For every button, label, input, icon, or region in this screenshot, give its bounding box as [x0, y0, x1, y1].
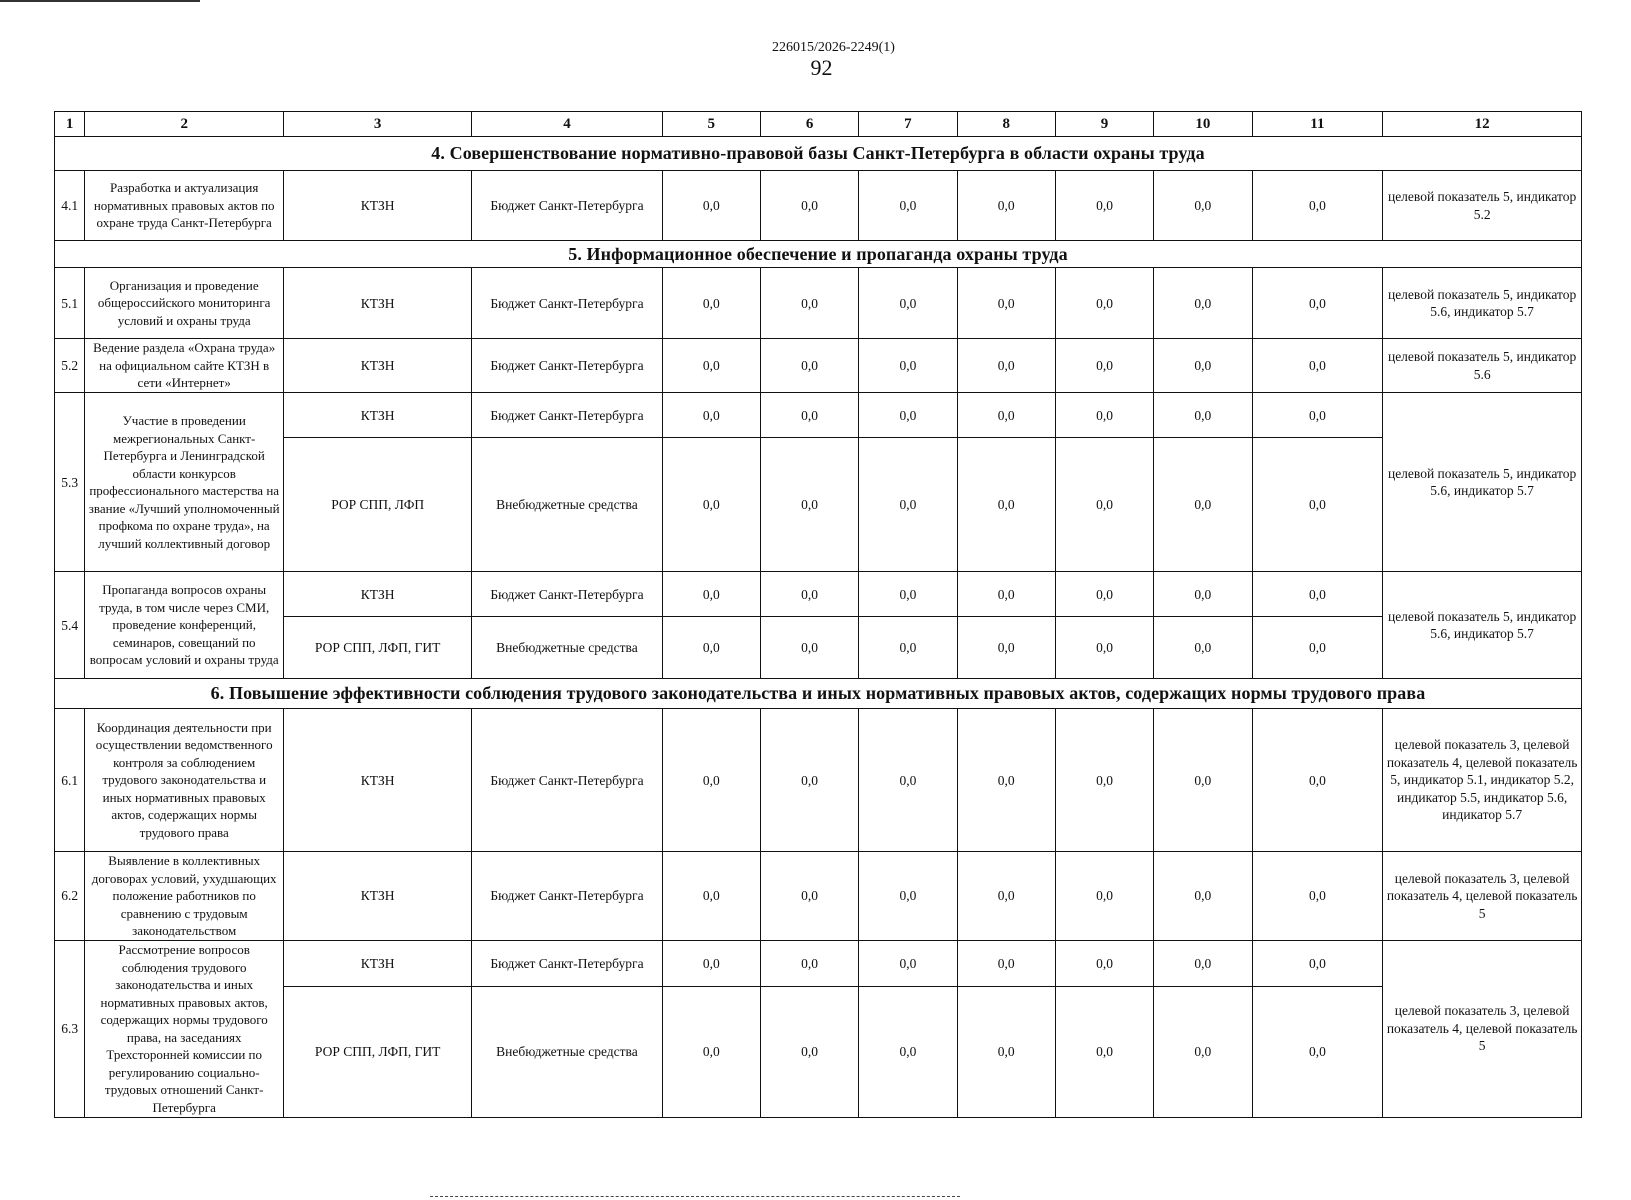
activity-name: Разработка и актуализация нормативных правовых актов по охране труда Санкт-Петербурга	[85, 171, 284, 241]
value-cell: 0,0	[760, 438, 858, 572]
funding-source: Внебюджетные средства	[472, 986, 662, 1117]
value-cell: 0,0	[957, 852, 1055, 941]
value-cell: 0,0	[859, 572, 957, 617]
column-header: 9	[1055, 112, 1153, 137]
activity-name: Рассмотрение вопросов соблюдения трудового законодательства и иных нормативных правовых актов, содержащих нормы трудового права, на заседаниях Трехсторонней комиссии по регулированию социально-трудовых отношений Санкт-Петербурга	[85, 940, 284, 1117]
value-cell: 0,0	[957, 617, 1055, 679]
indicators: целевой показатель 3, целевой показатель 4, целевой показатель 5	[1383, 940, 1582, 1117]
executor: КТЗН	[284, 339, 472, 393]
value-cell: 0,0	[662, 171, 760, 241]
activity-name: Ведение раздела «Охрана труда» на официальном сайте КТЗН в сети «Интернет»	[85, 339, 284, 393]
value-cell: 0,0	[957, 438, 1055, 572]
funding-source: Бюджет Санкт-Петербурга	[472, 339, 662, 393]
executor: КТЗН	[284, 940, 472, 986]
funding-source: Бюджет Санкт-Петербурга	[472, 572, 662, 617]
value-cell: 0,0	[662, 438, 760, 572]
table-row	[55, 171, 1582, 241]
value-cell: 0,0	[1252, 438, 1383, 572]
section-title: 4. Совершенствование нормативно-правовой базы Санкт-Петербурга в области охраны труда	[55, 137, 1582, 171]
funding-source: Бюджет Санкт-Петербурга	[472, 268, 662, 339]
table-row	[55, 393, 1582, 438]
value-cell: 0,0	[1055, 986, 1153, 1117]
value-cell: 0,0	[859, 940, 957, 986]
value-cell: 0,0	[760, 986, 858, 1117]
row-number: 4.1	[55, 171, 85, 241]
value-cell: 0,0	[1154, 438, 1252, 572]
column-header: 2	[85, 112, 284, 137]
value-cell: 0,0	[1252, 268, 1383, 339]
column-header: 10	[1154, 112, 1252, 137]
funding-source: Внебюджетные средства	[472, 438, 662, 572]
value-cell: 0,0	[1252, 393, 1383, 438]
table-row	[55, 268, 1582, 339]
value-cell: 0,0	[859, 709, 957, 852]
value-cell: 0,0	[662, 393, 760, 438]
executor: КТЗН	[284, 268, 472, 339]
row-number: 5.4	[55, 572, 85, 679]
executor: РОР СПП, ЛФП	[284, 438, 472, 572]
table-row	[55, 986, 1582, 1117]
row-number: 6.1	[55, 709, 85, 852]
value-cell: 0,0	[1154, 268, 1252, 339]
row-number: 5.3	[55, 393, 85, 572]
indicators: целевой показатель 3, целевой показатель 4, целевой показатель 5, индикатор 5.1, индикатор 5.2, индикатор 5.5, индикатор 5.6, индикатор 5.7	[1383, 709, 1582, 852]
value-cell: 0,0	[1055, 268, 1153, 339]
funding-source: Бюджет Санкт-Петербурга	[472, 852, 662, 941]
activity-name: Участие в проведении межрегиональных Санкт-Петербурга и Ленинградской области конкурсов профессионального мастерства на звание «Лучший уполномоченный профкома по охране труда», на лучший коллективный договор	[85, 393, 284, 572]
value-cell: 0,0	[1154, 617, 1252, 679]
value-cell: 0,0	[760, 339, 858, 393]
section-title: 6. Повышение эффективности соблюдения трудового законодательства и иных нормативных правовых актов, содержащих нормы трудового права	[55, 679, 1582, 709]
value-cell: 0,0	[760, 171, 858, 241]
value-cell: 0,0	[1055, 617, 1153, 679]
indicators: целевой показатель 5, индикатор 5.6, индикатор 5.7	[1383, 572, 1582, 679]
value-cell: 0,0	[662, 940, 760, 986]
value-cell: 0,0	[1154, 572, 1252, 617]
section-row	[55, 241, 1582, 268]
value-cell: 0,0	[1252, 709, 1383, 852]
executor: КТЗН	[284, 852, 472, 941]
value-cell: 0,0	[1154, 709, 1252, 852]
value-cell: 0,0	[957, 986, 1055, 1117]
value-cell: 0,0	[957, 339, 1055, 393]
indicators: целевой показатель 5, индикатор 5.2	[1383, 171, 1582, 241]
value-cell: 0,0	[1154, 986, 1252, 1117]
value-cell: 0,0	[1252, 572, 1383, 617]
value-cell: 0,0	[957, 940, 1055, 986]
section-row	[55, 679, 1582, 709]
column-header: 8	[957, 112, 1055, 137]
value-cell: 0,0	[1154, 393, 1252, 438]
column-header: 6	[760, 112, 858, 137]
column-header: 12	[1383, 112, 1582, 137]
table-row	[55, 852, 1582, 941]
funding-source: Бюджет Санкт-Петербурга	[472, 940, 662, 986]
value-cell: 0,0	[957, 268, 1055, 339]
value-cell: 0,0	[662, 268, 760, 339]
value-cell: 0,0	[1055, 438, 1153, 572]
value-cell: 0,0	[1055, 393, 1153, 438]
value-cell: 0,0	[859, 617, 957, 679]
value-cell: 0,0	[1055, 940, 1153, 986]
row-number: 6.2	[55, 852, 85, 941]
executor: КТЗН	[284, 709, 472, 852]
value-cell: 0,0	[760, 709, 858, 852]
value-cell: 0,0	[1154, 171, 1252, 241]
value-cell: 0,0	[1252, 339, 1383, 393]
value-cell: 0,0	[1154, 852, 1252, 941]
indicators: целевой показатель 3, целевой показатель 4, целевой показатель 5	[1383, 852, 1582, 941]
value-cell: 0,0	[859, 171, 957, 241]
row-number: 5.2	[55, 339, 85, 393]
indicators: целевой показатель 5, индикатор 5.6, индикатор 5.7	[1383, 393, 1582, 572]
indicators: целевой показатель 5, индикатор 5.6	[1383, 339, 1582, 393]
executor: РОР СПП, ЛФП, ГИТ	[284, 986, 472, 1117]
table-row	[55, 617, 1582, 679]
funding-source: Бюджет Санкт-Петербурга	[472, 171, 662, 241]
value-cell: 0,0	[957, 393, 1055, 438]
activity-name: Координация деятельности при осуществлении ведомственного контроля за соблюдением трудового законодательства и иных нормативных правовых актов, содержащих нормы трудового права	[85, 709, 284, 852]
column-header: 5	[662, 112, 760, 137]
column-header: 7	[859, 112, 957, 137]
value-cell: 0,0	[662, 339, 760, 393]
value-cell: 0,0	[760, 617, 858, 679]
value-cell: 0,0	[1055, 171, 1153, 241]
executor: КТЗН	[284, 393, 472, 438]
value-cell: 0,0	[760, 852, 858, 941]
page-number: 92	[810, 55, 833, 80]
value-cell: 0,0	[859, 393, 957, 438]
value-cell: 0,0	[1252, 171, 1383, 241]
table-row	[55, 339, 1582, 393]
value-cell: 0,0	[662, 986, 760, 1117]
table-row	[55, 709, 1582, 852]
row-number: 6.3	[55, 940, 85, 1117]
value-cell: 0,0	[1055, 572, 1153, 617]
column-header: 3	[284, 112, 472, 137]
value-cell: 0,0	[859, 852, 957, 941]
column-header: 11	[1252, 112, 1383, 137]
funding-source: Внебюджетные средства	[472, 617, 662, 679]
value-cell: 0,0	[760, 940, 858, 986]
row-number: 5.1	[55, 268, 85, 339]
table-row	[55, 940, 1582, 986]
value-cell: 0,0	[1252, 852, 1383, 941]
table-row	[55, 438, 1582, 572]
value-cell: 0,0	[1055, 852, 1153, 941]
value-cell: 0,0	[662, 709, 760, 852]
value-cell: 0,0	[1252, 617, 1383, 679]
activity-name: Пропаганда вопросов охраны труда, в том числе через СМИ, проведение конференций, семинаров, совещаний по вопросам условий и охраны труда	[85, 572, 284, 679]
value-cell: 0,0	[1154, 940, 1252, 986]
executor: КТЗН	[284, 572, 472, 617]
value-cell: 0,0	[1252, 940, 1383, 986]
table-row	[55, 572, 1582, 617]
funding-source: Бюджет Санкт-Петербурга	[472, 393, 662, 438]
value-cell: 0,0	[859, 339, 957, 393]
top-rule	[0, 0, 200, 2]
value-cell: 0,0	[957, 171, 1055, 241]
section-row	[55, 137, 1582, 171]
value-cell: 0,0	[1154, 339, 1252, 393]
column-header: 1	[55, 112, 85, 137]
value-cell: 0,0	[1055, 709, 1153, 852]
value-cell: 0,0	[957, 709, 1055, 852]
value-cell: 0,0	[662, 617, 760, 679]
column-header: 4	[472, 112, 662, 137]
value-cell: 0,0	[760, 393, 858, 438]
activity-name: Организация и проведение общероссийского мониторинга условий и охраны труда	[85, 268, 284, 339]
indicators: целевой показатель 5, индикатор 5.6, индикатор 5.7	[1383, 268, 1582, 339]
value-cell: 0,0	[859, 268, 957, 339]
value-cell: 0,0	[760, 268, 858, 339]
value-cell: 0,0	[859, 438, 957, 572]
value-cell: 0,0	[662, 572, 760, 617]
executor: РОР СПП, ЛФП, ГИТ	[284, 617, 472, 679]
value-cell: 0,0	[859, 986, 957, 1117]
program-table	[54, 111, 1582, 1118]
column-number-row	[55, 112, 1582, 137]
executor: КТЗН	[284, 171, 472, 241]
value-cell: 0,0	[760, 572, 858, 617]
value-cell: 0,0	[1055, 339, 1153, 393]
value-cell: 0,0	[662, 852, 760, 941]
document-number: 226015/2026-2249(1)	[772, 40, 895, 55]
activity-name: Выявление в коллективных договорах условий, ухудшающих положение работников по сравнению с трудовым законодательством	[85, 852, 284, 941]
bottom-divider	[430, 1196, 960, 1197]
section-title: 5. Информационное обеспечение и пропаганда охраны труда	[55, 241, 1582, 268]
value-cell: 0,0	[957, 572, 1055, 617]
value-cell: 0,0	[1252, 986, 1383, 1117]
funding-source: Бюджет Санкт-Петербурга	[472, 709, 662, 852]
